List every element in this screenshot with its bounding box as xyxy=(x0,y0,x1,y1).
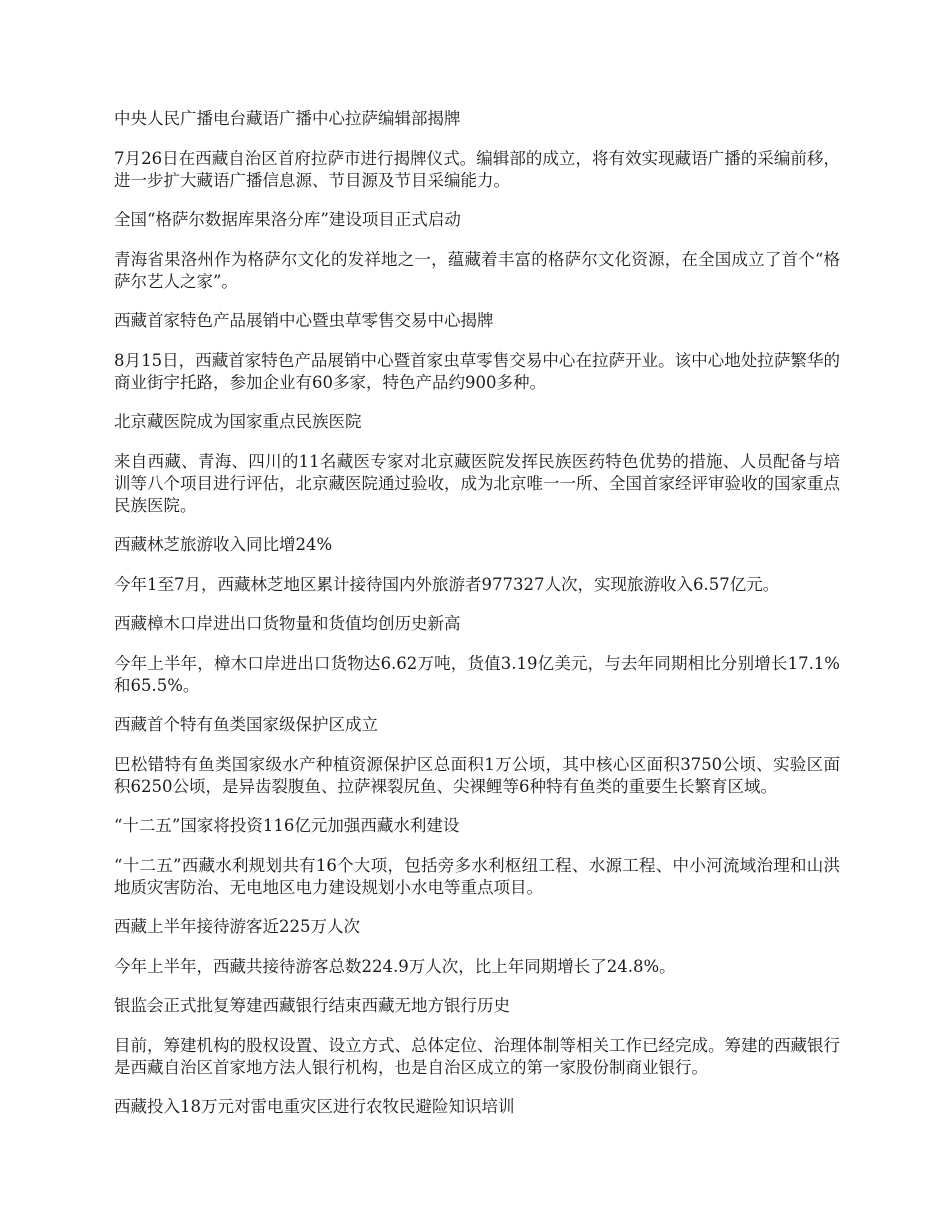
news-headline: 银监会正式批复筹建西藏银行结束西藏无地方银行历史 xyxy=(114,996,510,1015)
news-body: 目前，筹建机构的股权设置、设立方式、总体定位、治理体制等相关工作已经完成。筹建的西藏银行是西藏自治区首家地方法人银行机构，也是自治区成立的第一家股份制商业银行。 xyxy=(114,1036,840,1077)
news-headline: 西藏上半年接待游客近225万人次 xyxy=(114,917,360,936)
news-item xyxy=(114,534,840,596)
news-headline: 西藏首家特色产品展销中心暨虫草零售交易中心揭牌 xyxy=(114,311,494,330)
news-item xyxy=(114,815,840,899)
news-headline: 全国“格萨尔数据库果洛分库”建设项目正式启动 xyxy=(114,210,461,229)
news-item xyxy=(114,714,840,798)
news-item xyxy=(114,916,840,978)
news-body: 7月26日在西藏自治区首府拉萨市进行揭牌仪式。编辑部的成立，将有效实现藏语广播的采编前移，进一步扩大藏语广播信息源、节目源及节目采编能力。 xyxy=(114,149,840,190)
news-body: “十二五”西藏水利规划共有16个大项，包括旁多水利枢纽工程、水源工程、中小河流域治理和山洪地质灾害防治、无电地区电力建设规划小水电等重点项目。 xyxy=(114,856,840,897)
news-headline: 西藏投入18万元对雷电重灾区进行农牧民避险知识培训 xyxy=(114,1097,515,1116)
news-body: 今年上半年，西藏共接待游客总数224.9万人次，比上年同期增长了24.8%。 xyxy=(114,957,676,976)
news-item xyxy=(114,310,840,394)
news-item xyxy=(114,108,840,192)
news-headline: 西藏林芝旅游收入同比增24% xyxy=(114,535,333,554)
news-body: 来自西藏、青海、四川的11名藏医专家对北京藏医院发挥民族医药特色优势的措施、人员配备与培训等八个项目进行评估，北京藏医院通过验收，成为北京唯一一所、全国首家经评审验收的国家重点民族医院。 xyxy=(114,452,840,515)
news-body: 8月15日，西藏首家特色产品展销中心暨首家虫草零售交易中心在拉萨开业。该中心地处拉萨繁华的商业街宇托路，参加企业有60多家，特色产品约900多种。 xyxy=(114,351,840,392)
news-body: 今年1至7月，西藏林芝地区累计接待国内外旅游者977327人次，实现旅游收入6.57亿元。 xyxy=(114,575,780,594)
news-item xyxy=(114,995,840,1079)
news-item xyxy=(114,613,840,697)
news-body: 青海省果洛州作为格萨尔文化的发祥地之一，蕴藏着丰富的格萨尔文化资源，在全国成立了首个“格萨尔艺人之家”。 xyxy=(114,250,840,291)
news-document xyxy=(114,108,840,1136)
news-item xyxy=(114,411,840,517)
news-item xyxy=(114,209,840,293)
news-body: 今年上半年，樟木口岸进出口货物达6.62万吨，货值3.19亿美元，与去年同期相比分别增长17.1%和65.5%。 xyxy=(114,654,840,695)
news-headline: 西藏樟木口岸进出口货物量和货值均创历史新高 xyxy=(114,614,461,633)
news-headline: 北京藏医院成为国家重点民族医院 xyxy=(114,412,362,431)
news-headline: 中央人民广播电台藏语广播中心拉萨编辑部揭牌 xyxy=(114,109,461,128)
news-body: 巴松错特有鱼类国家级水产种植资源保护区总面积1万公顷，其中核心区面积3750公顷、实验区面积6250公顷，是异齿裂腹鱼、拉萨裸裂尻鱼、尖裸鲤等6种特有鱼类的重要生长繁育区域。 xyxy=(114,755,840,796)
news-headline: “十二五”国家将投资116亿元加强西藏水利建设 xyxy=(114,816,460,835)
news-headline: 西藏首个特有鱼类国家级保护区成立 xyxy=(114,715,378,734)
news-item xyxy=(114,1096,840,1118)
